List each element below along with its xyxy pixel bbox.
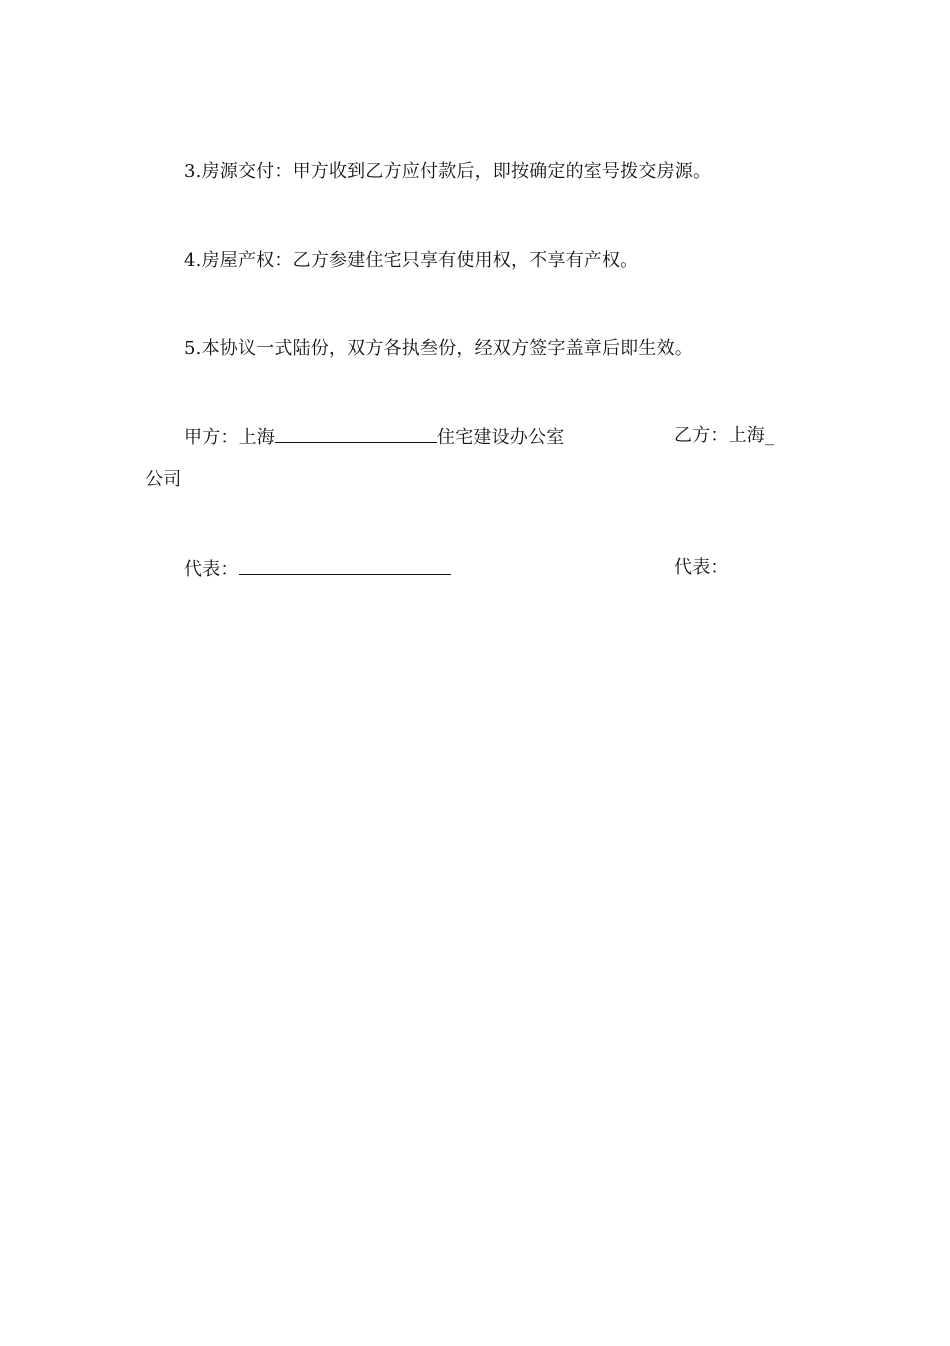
party-a-rep-blank [239, 556, 451, 575]
party-a-label-suffix: 住宅建设办公室 [437, 427, 565, 448]
party-a-label-prefix: 甲方：上海 [184, 427, 275, 448]
party-a-rep-label: 代表： [184, 559, 239, 580]
party-a-name-blank [275, 424, 437, 443]
party-b-rep-label: 代表： [674, 557, 729, 578]
party-a-rep-line [184, 556, 451, 582]
clause-3: 3.房源交付：甲方收到乙方应付款后，即按确定的室号拨交房源。 [184, 161, 712, 182]
clause-4: 4.房屋产权：乙方参建住宅只享有使用权，不享有产权。 [184, 250, 639, 271]
party-b-label-continued: 公司 [145, 469, 182, 490]
clause-5: 5.本协议一式陆份，双方各执叁份，经双方签字盖章后即生效。 [184, 338, 693, 359]
party-a-line [184, 424, 564, 450]
party-b-label: 乙方：上海_ [674, 425, 775, 446]
